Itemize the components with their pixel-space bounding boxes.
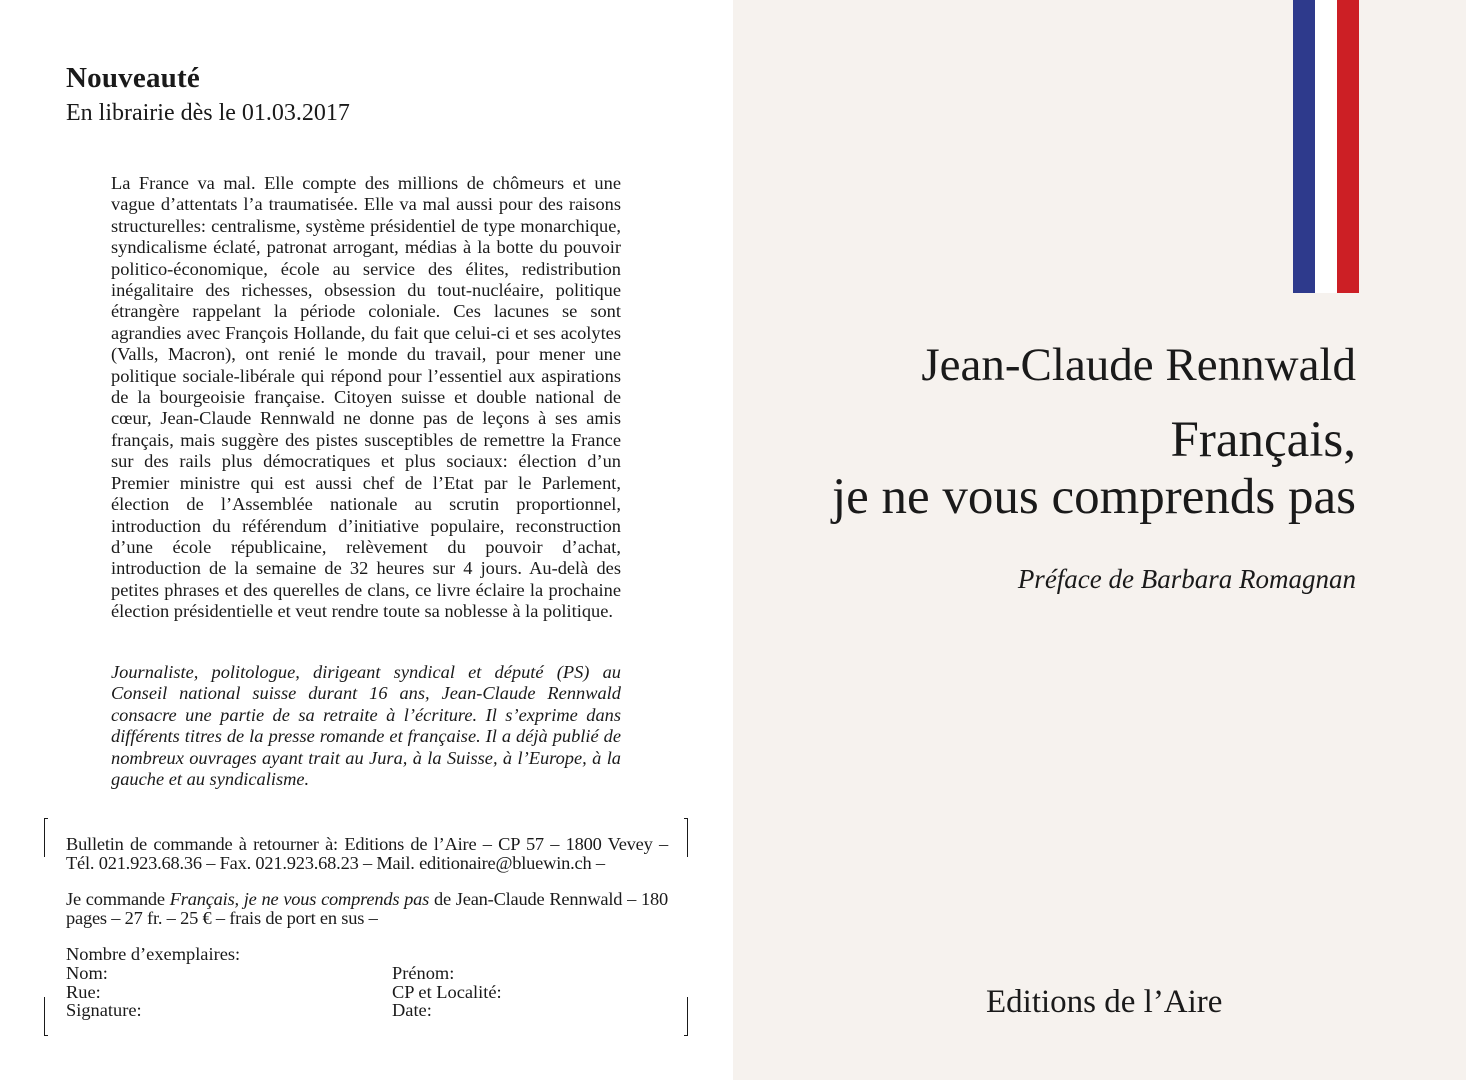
frame-corner bbox=[684, 997, 688, 1036]
cover-author: Jean-Claude Rennwald bbox=[921, 339, 1356, 391]
frame-corner bbox=[684, 818, 688, 857]
street-label: Rue: bbox=[66, 982, 101, 1002]
firstname-label: Prénom: bbox=[392, 963, 455, 983]
cover-title-line1: Français, bbox=[1170, 412, 1356, 468]
cover-preface: Préface de Barbara Romagnan bbox=[1017, 564, 1356, 594]
cover-title-line2: je ne vous comprends pas bbox=[831, 469, 1356, 525]
name-label: Nom: bbox=[66, 963, 108, 983]
quantity-label: Nombre d’exemplaires: bbox=[66, 944, 241, 964]
release-date: En librairie dès le 01.03.2017 bbox=[66, 100, 350, 126]
order-book-title: Français, je ne vous comprends pas bbox=[169, 889, 430, 909]
flag-blue-stripe bbox=[1293, 0, 1315, 293]
city-label: CP et Localité: bbox=[392, 982, 502, 1002]
book-description: La France va mal. Elle compte des millions de chômeurs et une vague d’attentats l’a traumatisée. Elle va mal aussi pour des raisons structurelles: centralisme, système présidentiel de type monarchique, syndicalisme éclaté, patronat arrogant, médias à la botte du pouvoir politico-économique, école au service des élites, redistribution inégalitaire des richesses, obsession du tout-nucléaire, politique étrangère rappelant la période coloniale. Ces lacunes se sont agrandies avec François Hollande, du fait que celui-ci et ses acolytes (Valls, Macron), ont renié le monde du travail, pour mener une politique sociale-libérale qui répond pour l’essentiel aux aspirations de la bourgeoisie française. Citoyen suisse et double national de cœur, Jean-Claude Rennwald ne donne pas de leçons à ses amis français, mais suggère des pistes susceptibles de remettre la France sur des rails plus démocratiques et plus sociaux: élection d’un Premier ministre qui est aussi chef de l’Etat par le Parlement, élection de l’Assemblée nationale au scrutin proportionnel, introduction du référendum d’initiative populaire, reconstruction d’une école républicaine, relèvement du pouvoir d’achat, introduction de la semaine de 32 heures sur 4 jours. Au-delà des petites phrases et des querelles de clans, ce livre éclaire la prochaine élection présidentielle et veut rendre toute sa noblesse à la politique. bbox=[111, 173, 621, 622]
flag-red-stripe bbox=[1337, 0, 1359, 293]
signature-label: Signature: bbox=[66, 1000, 142, 1020]
order-suffix: de Jean-Claude Rennwald – 180 pages – 27 fr. – 25 € – frais de port en sus – bbox=[66, 889, 668, 928]
flag-white-stripe bbox=[1315, 0, 1337, 293]
date-label: Date: bbox=[392, 1000, 432, 1020]
book-cover bbox=[733, 0, 1466, 1080]
flyer-heading: Nouveauté bbox=[66, 62, 200, 94]
author-bio: Journaliste, politologue, dirigeant syndical et député (PS) au Conseil national suisse durant 16 ans, Jean-Claude Rennwald consacre une partie de sa retraite à l’écriture. Il s’exprime dans différents titres de la presse romande et française. Il a déjà publié de nombreux ouvrages ayant trait au Jura, à la Suisse, à l’Europe, à la gauche et au syndicalisme. bbox=[111, 662, 621, 790]
order-prefix: Je commande bbox=[66, 889, 170, 909]
cover-publisher: Editions de l’Aire bbox=[986, 984, 1223, 1020]
order-address: Bulletin de commande à retourner à: Editions de l’Aire – CP 57 – 1800 Vevey – Tél. 021.923.68.36 – Fax. 021.923.68.23 – Mail. editionaire@bluewin.ch – bbox=[66, 834, 668, 873]
frame-corner bbox=[44, 997, 48, 1036]
cover-title bbox=[832, 412, 1356, 526]
frame-corner bbox=[44, 818, 48, 857]
order-line bbox=[66, 890, 668, 928]
